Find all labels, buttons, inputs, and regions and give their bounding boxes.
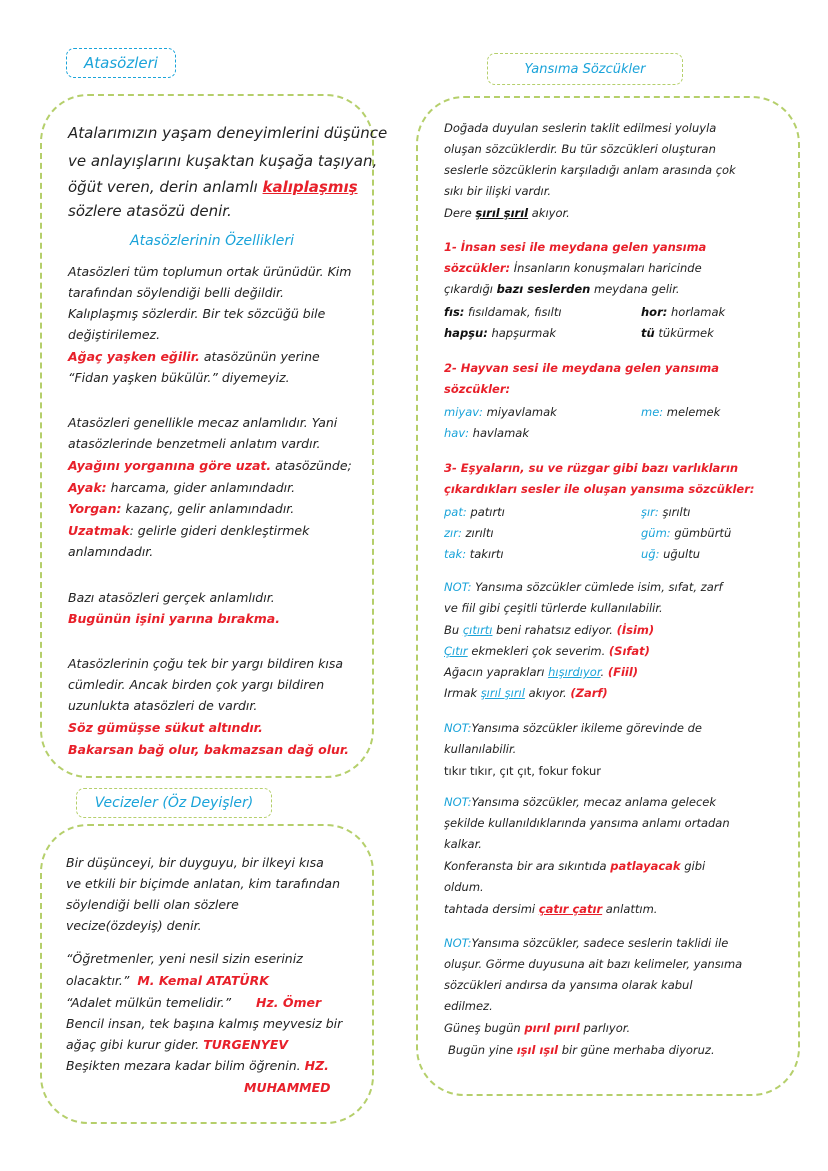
- note-line: kullanılabilir.: [444, 742, 517, 756]
- ex-text: Konferansta bir ara sıkıntıda: [444, 859, 611, 873]
- ex-text: parlıyor.: [579, 1021, 631, 1035]
- ex-post: akıyor.: [528, 206, 570, 220]
- item-key: zır:: [444, 526, 462, 540]
- note-example: oldum.: [444, 880, 484, 894]
- quote-line: [66, 1058, 329, 1073]
- yansima-title: Yansıma Sözcükler: [487, 53, 683, 85]
- list-item: [444, 305, 562, 319]
- uzatmak-val: : gelirle gideri denkleştirmek: [129, 523, 310, 538]
- intro-text: öğüt veren, derin anlamlı: [68, 178, 263, 196]
- yorgan-line: [68, 501, 294, 516]
- section-title-cont: sözcükler:: [444, 261, 511, 275]
- note-line: [444, 795, 716, 809]
- list-item: [444, 526, 494, 540]
- p4-example: Bakarsan bağ olur, bakmazsan dağ olur.: [68, 742, 350, 757]
- kaliplasmis-word: kalıplaşmış: [262, 178, 358, 196]
- note-example: [444, 623, 654, 637]
- ex-word: çatır çatır: [538, 902, 603, 916]
- note-line: kalkar.: [444, 837, 482, 851]
- list-item: [444, 505, 505, 519]
- ex-word: ışıl ışıl: [516, 1043, 559, 1057]
- note-text: Yansıma sözcükler cümlede isim, sıfat, zarf: [471, 580, 723, 594]
- section-text: [444, 282, 680, 296]
- intro-line: sıkı bir ilişki vardır.: [444, 184, 552, 198]
- ex-text: Irmak: [444, 686, 481, 700]
- ex-text: Ağacın yaprakları: [444, 665, 549, 679]
- list-item: [641, 547, 700, 561]
- note-example: [444, 665, 638, 679]
- quote-text: Beşikten mezara kadar bilim öğrenin.: [66, 1058, 301, 1073]
- p3-line: Bazı atasözleri gerçek anlamlıdır.: [68, 590, 275, 605]
- section-text: [444, 261, 702, 275]
- item-key: uğ:: [641, 547, 660, 561]
- intro-line: oluşan sözcüklerdir. Bu tür sözcükleri oluşturan: [444, 142, 716, 156]
- item-val: patırtı: [466, 505, 505, 519]
- ex-tag: (İsim): [616, 623, 655, 637]
- note-text: Yansıma sözcükler, mecaz anlama gelecek: [471, 795, 717, 809]
- ex-word: pırıl pırıl: [524, 1021, 580, 1035]
- ayak-key: Ayak:: [68, 480, 107, 495]
- p2-line: atasözlerinde benzetmeli anlatım vardır.: [68, 436, 321, 451]
- vecize-def-line: söylendiği belli olan sözlere: [66, 897, 239, 912]
- yorgan-key: Yorgan:: [68, 501, 122, 516]
- item-val: miyavlamak: [482, 405, 557, 419]
- ex-text: anlattım.: [602, 902, 658, 916]
- ex-word: patlayacak: [610, 859, 681, 873]
- note-example: [448, 1043, 715, 1057]
- intro-line: seslerle sözcüklerin karşıladığı anlam arasında çok: [444, 163, 736, 177]
- item-val: şırıltı: [658, 505, 691, 519]
- uzatmak-key: Uzatmak: [68, 523, 130, 538]
- p2-example: [68, 458, 352, 473]
- item-key: hor:: [641, 305, 668, 319]
- item-val: fısıldamak, fısıltı: [464, 305, 562, 319]
- list-item: [641, 305, 725, 319]
- ex-word: şırıl şırıl: [480, 686, 525, 700]
- p4-example: Söz gümüşse sükut altındır.: [68, 720, 263, 735]
- quote-line: “Adalet mülkün temelidir.”: [66, 995, 232, 1010]
- ex-text: .: [600, 665, 608, 679]
- ex-text: tahtada dersimi: [444, 902, 539, 916]
- note-example: [444, 1021, 630, 1035]
- ex-word: çıtırtı: [462, 623, 493, 637]
- vecize-def-line: Bir düşünceyi, bir duyguyu, bir ilkeyi kısa: [66, 855, 324, 870]
- note-label: NOT:: [444, 795, 472, 809]
- section-text-a: İnsanların konuşmaları haricinde: [510, 261, 702, 275]
- s1-text: meydana gelir.: [590, 282, 680, 296]
- item-key: tü: [641, 326, 655, 340]
- p1-line: tarafından söylendiği belli değildir.: [68, 285, 284, 300]
- quote-author: MUHAMMED: [244, 1080, 331, 1095]
- note-text: Yansıma sözcükler, sadece seslerin taklidi ile: [471, 936, 729, 950]
- note-text: Yansıma sözcükler ikileme görevinde de: [471, 721, 702, 735]
- s1-text: çıkardığı: [444, 282, 497, 296]
- quote-text: ağaç gibi kurur gider.: [66, 1037, 200, 1052]
- section-title: 3- Eşyaların, su ve rüzgar gibi bazı varlıkların: [444, 461, 739, 475]
- p3-example: Bugünün işini yarına bırakma.: [68, 611, 280, 626]
- quote-author: M. Kemal ATATÜRK: [137, 973, 269, 988]
- note-label: NOT:: [444, 936, 472, 950]
- item-key: me:: [641, 405, 664, 419]
- atasozleri-title: Atasözleri: [66, 48, 176, 78]
- list-item: [641, 505, 690, 519]
- note-example: [444, 902, 657, 916]
- list-item: [444, 547, 504, 561]
- quote-line: [66, 973, 269, 988]
- item-key: miyav:: [444, 405, 483, 419]
- item-key: tak:: [444, 547, 467, 561]
- item-val: melemek: [663, 405, 721, 419]
- ex-text: ekmekleri çok severim.: [467, 644, 609, 658]
- vecize-title: Vecizeler (Öz Deyişler): [76, 788, 272, 818]
- list-item: [641, 526, 731, 540]
- note-line: ve fiil gibi çeşitli türlerde kullanılabilir.: [444, 601, 663, 615]
- list-item: [444, 405, 557, 419]
- item-key: fıs:: [444, 305, 465, 319]
- note-line: [444, 936, 728, 950]
- note-line: sözcükleri andırsa da yansıma olarak kabul: [444, 978, 693, 992]
- item-key: pat:: [444, 505, 467, 519]
- note-line: [444, 721, 702, 735]
- quote-author: HZ.: [304, 1058, 329, 1073]
- note-example: [444, 644, 650, 658]
- note-label: NOT:: [444, 580, 472, 594]
- note-label: NOT:: [444, 721, 472, 735]
- item-val: tükürmek: [654, 326, 714, 340]
- quote-author: Hz. Ömer: [256, 995, 322, 1010]
- yorgan-val: kazanç, gelir anlamındadır.: [121, 501, 295, 516]
- intro-line: Doğada duyulan seslerin taklit edilmesi yoluyla: [444, 121, 717, 135]
- ex-tag: (Zarf): [570, 686, 608, 700]
- list-item: [641, 405, 720, 419]
- p4-line: cümledir. Ancak birden çok yargı bildiren: [68, 677, 325, 692]
- proverb-red: Ayağını yorganına göre uzat.: [68, 458, 272, 473]
- ex-text: Bugün yine: [448, 1043, 517, 1057]
- p1-example-line2: “Fidan yaşken bükülür.” diyemeyiz.: [68, 370, 290, 385]
- p1-line: değiştirilemez.: [68, 327, 161, 342]
- p1-ex-rest: atasözünün yerine: [199, 349, 320, 364]
- quote-line: Bencil insan, tek başına kalmış meyvesiz bir: [66, 1016, 343, 1031]
- item-key: şır:: [641, 505, 659, 519]
- item-val: gümbürtü: [670, 526, 732, 540]
- item-val: horlamak: [667, 305, 726, 319]
- ex-pre: Dere: [444, 206, 476, 220]
- ayak-line: [68, 480, 295, 495]
- proverb-red: Ağaç yaşken eğilir.: [68, 349, 200, 364]
- note-line: şekilde kullanıldıklarında yansıma anlamı ortadan: [444, 816, 730, 830]
- p4-line: uzunlukta atasözleri de vardır.: [68, 698, 258, 713]
- p1-line: Atasözleri tüm toplumun ortak ürünüdür. Kim: [68, 264, 352, 279]
- note-line: oluşur. Görme duyusuna ait bazı kelimeler, yansıma: [444, 957, 743, 971]
- section-title: çıkardıkları sesler ile oluşan yansıma sözcükler:: [444, 482, 755, 496]
- vecize-def-line: vecize(özdeyiş) denir.: [66, 918, 202, 933]
- list-item: [444, 426, 529, 440]
- p1-line: Kalıplaşmış sözlerdir. Bir tek sözcüğü bile: [68, 306, 326, 321]
- quote-line: “Öğretmenler, yeni nesil sizin eseriniz: [66, 951, 303, 966]
- section-title: 1- İnsan sesi ile meydana gelen yansıma: [444, 240, 707, 254]
- quote-line: [66, 1037, 288, 1052]
- ex-text: Bu: [444, 623, 463, 637]
- intro-example: [444, 206, 570, 220]
- ex-text: akıyor.: [524, 686, 571, 700]
- intro-line: Atalarımızın yaşam deneyimlerini düşünce: [68, 124, 388, 142]
- item-val: hapşurmak: [487, 326, 557, 340]
- ex-word: şırıl şırıl: [475, 206, 529, 220]
- ex-text: Güneş bugün: [444, 1021, 525, 1035]
- ex-word: hışırdıyor: [548, 665, 601, 679]
- ex-word: Çıtır: [444, 644, 468, 658]
- list-item: [641, 326, 714, 340]
- item-key: hapşu:: [444, 326, 488, 340]
- s1-bold: bazı seslerden: [496, 282, 591, 296]
- intro-line: [68, 178, 358, 196]
- ex-text: beni rahatsız ediyor.: [492, 623, 617, 637]
- ayak-val: harcama, gider anlamındadır.: [106, 480, 296, 495]
- intro-line: sözlere atasözü denir.: [68, 202, 232, 220]
- section-title: 2- Hayvan sesi ile meydana gelen yansıma: [444, 361, 720, 375]
- item-val: uğultu: [659, 547, 700, 561]
- note-line: edilmez.: [444, 999, 493, 1013]
- note-line: [444, 580, 723, 594]
- p4-line: Atasözlerinin çoğu tek bir yargı bildiren kısa: [68, 656, 344, 671]
- quote-text: olacaktır.”: [66, 973, 130, 988]
- ex-text: gibi: [680, 859, 706, 873]
- section-title: sözcükler:: [444, 382, 511, 396]
- item-key: hav:: [444, 426, 470, 440]
- features-title: Atasözlerinin Özellikleri: [130, 233, 294, 249]
- p2-line: Atasözleri genellikle mecaz anlamlıdır. Yani: [68, 415, 338, 430]
- p1-example: [68, 349, 320, 364]
- item-val: zırıltı: [461, 526, 494, 540]
- intro-line: ve anlayışlarını kuşaktan kuşağa taşıyan,: [68, 152, 378, 170]
- uzatmak-line: [68, 523, 309, 538]
- list-item: [444, 326, 556, 340]
- note-example: [444, 686, 608, 700]
- vecize-def-line: ve etkili bir biçimde anlatan, kim tarafından: [66, 876, 341, 891]
- uzatmak-val2: anlamındadır.: [68, 544, 154, 559]
- p2-ex-rest: atasözünde;: [271, 458, 352, 473]
- ex-tag: (Fiil): [607, 665, 639, 679]
- item-val: takırtı: [466, 547, 504, 561]
- ex-tag: (Sıfat): [608, 644, 650, 658]
- note-example: [444, 859, 705, 873]
- item-key: güm:: [641, 526, 671, 540]
- quote-author: TURGENYEV: [203, 1037, 289, 1052]
- item-val: havlamak: [469, 426, 529, 440]
- ex-text: bir güne merhaba diyoruz.: [558, 1043, 715, 1057]
- note-example: tıkır tıkır, çıt çıt, fokur fokur: [444, 764, 602, 778]
